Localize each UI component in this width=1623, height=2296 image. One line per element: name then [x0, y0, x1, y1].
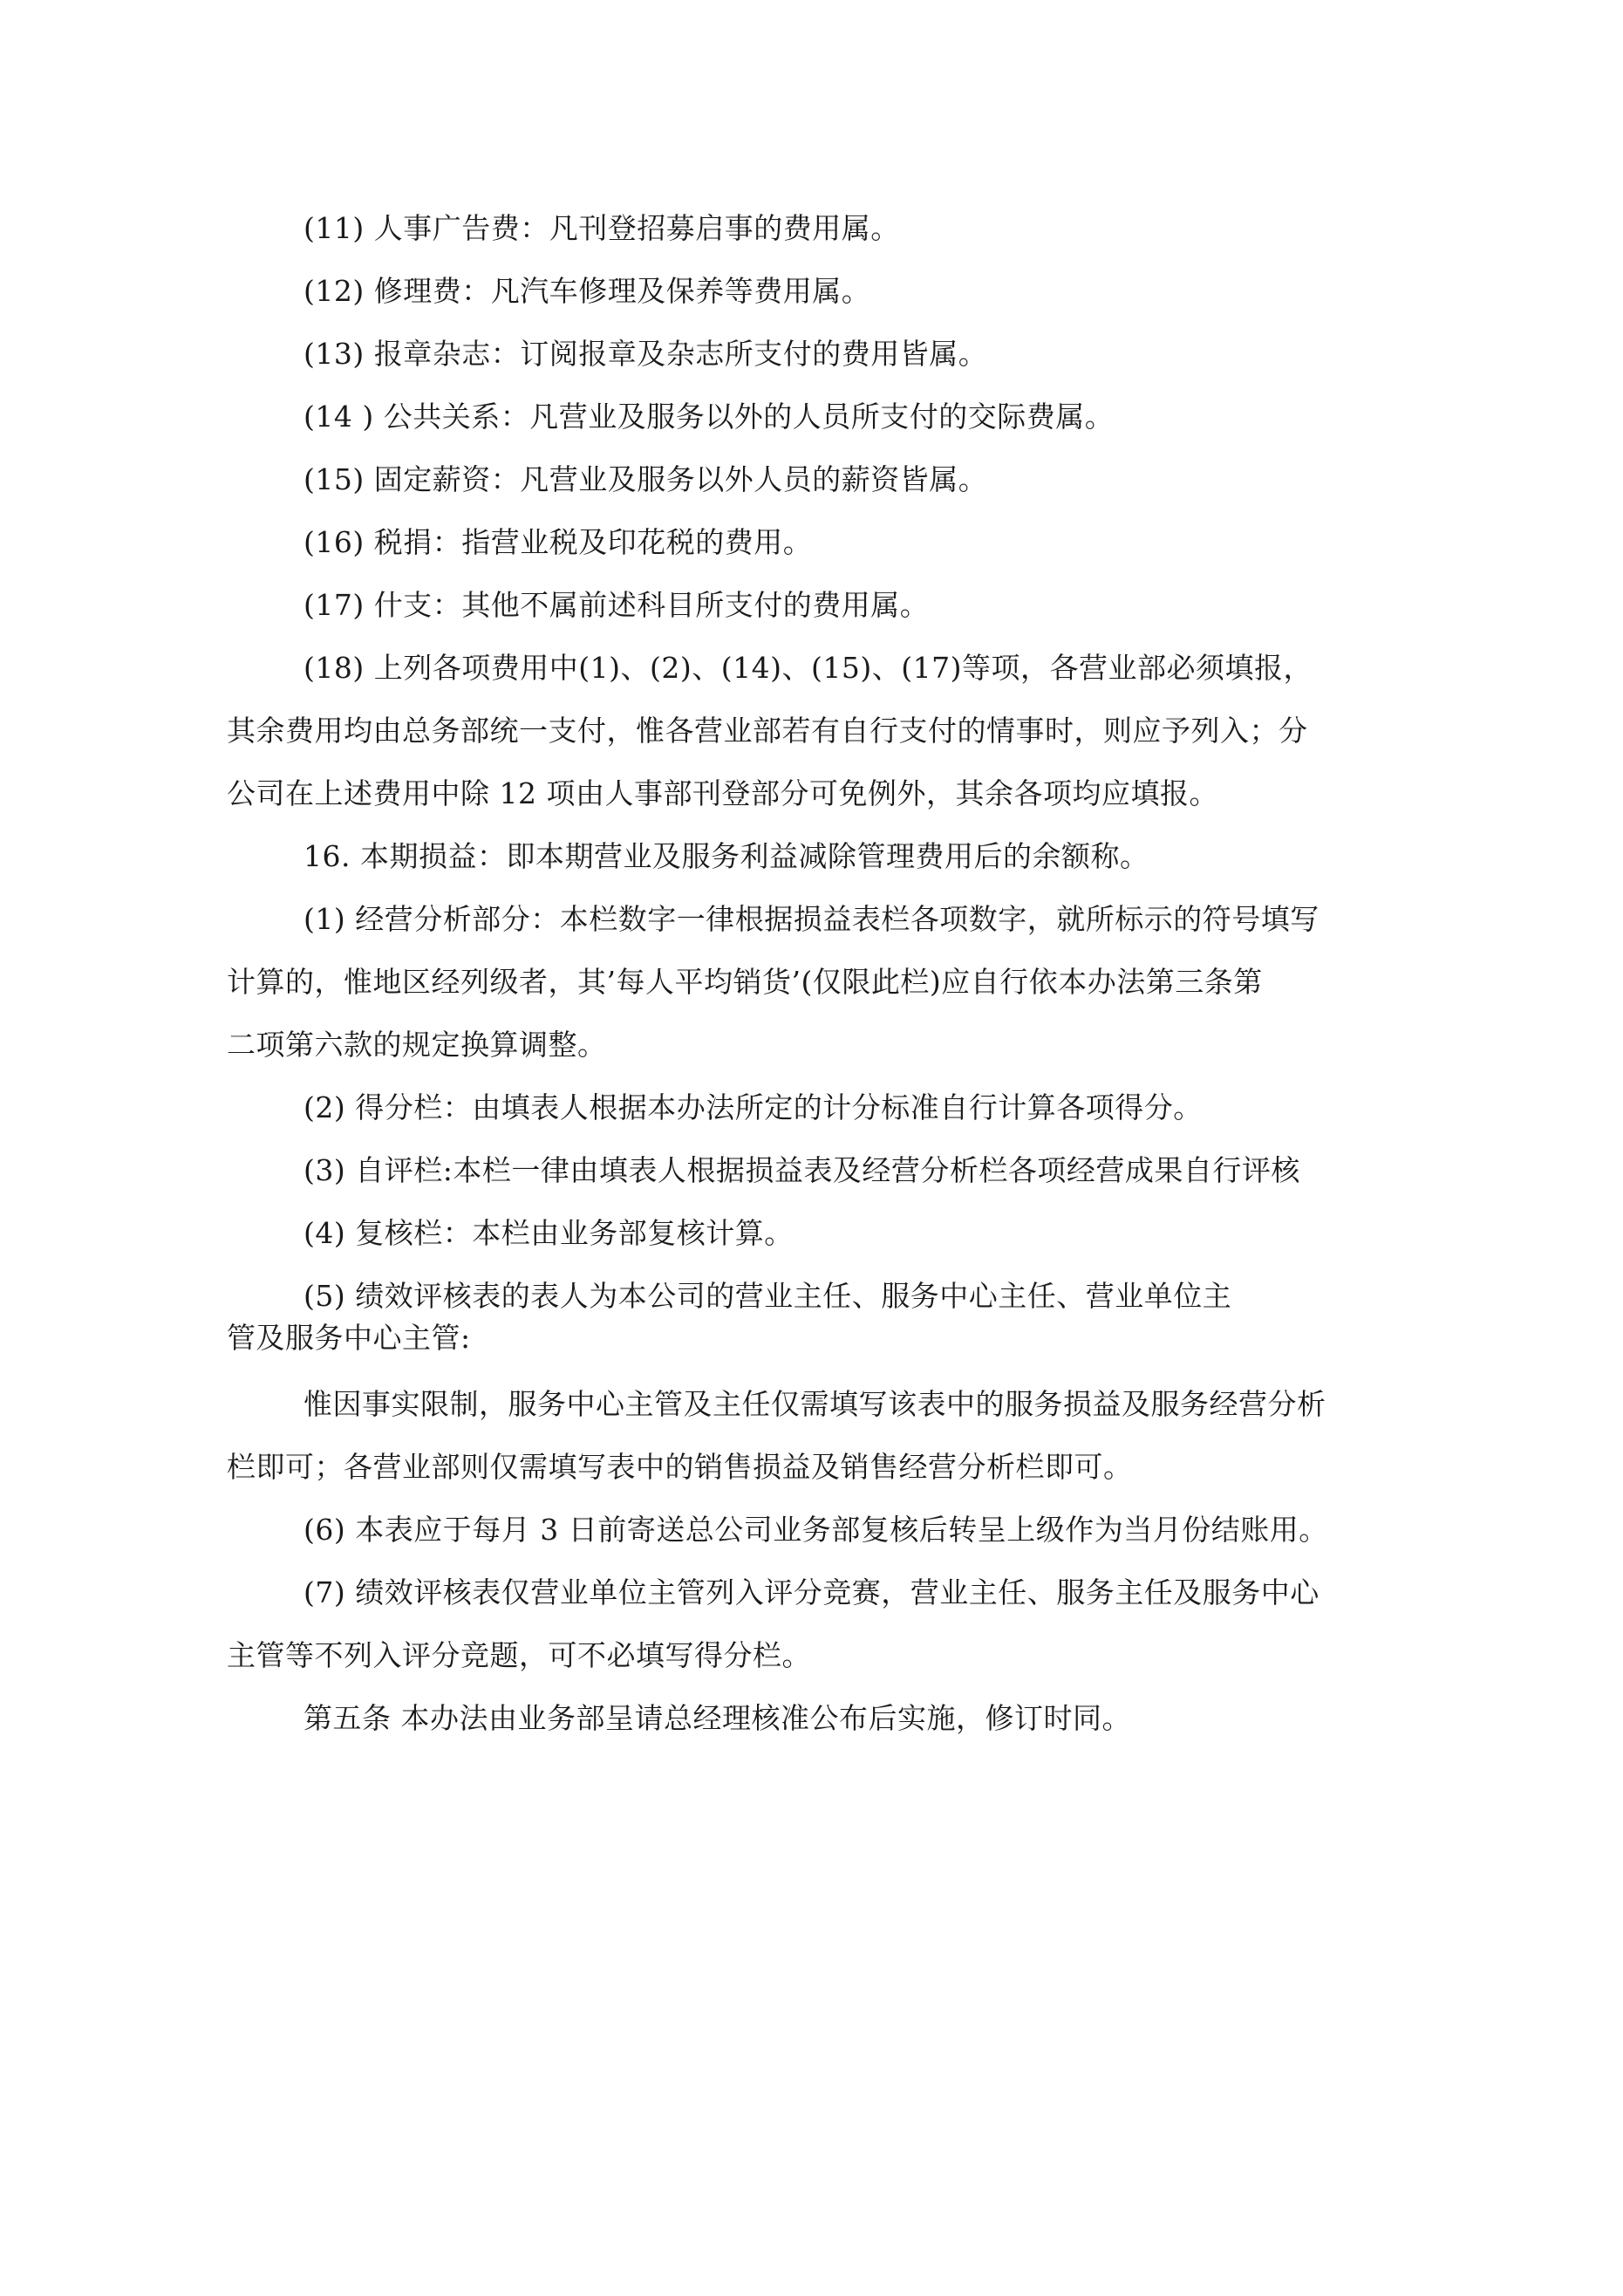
item-17-paragraph: (17) 什支：其他不属前述科目所支付的费用属。 — [303, 588, 930, 622]
sub-item-7-line-2: 主管等不列入评分竞题，可不必填写得分栏。 — [227, 1638, 811, 1672]
item-13-paragraph: (13) 报章杂志：订阅报章及杂志所支付的费用皆属。 — [303, 337, 988, 371]
sub-item-7-paragraph — [227, 1561, 1400, 1687]
section-16-paragraph: 16. 本期损益：即本期营业及服务利益减除管理费用后的余额称。 — [303, 839, 1149, 873]
item-16-paragraph: (16) 税捐：指营业税及印花税的费用。 — [303, 525, 813, 559]
sub-item-1-line-1: (1) 经营分析部分：本栏数字一律根据损益表栏各项数字，就所标示的符号填写 — [303, 902, 1320, 936]
sub-item-3-paragraph: (3) 自评栏:本栏一律由填表人根据损益表及经营分析栏各项经营成果自行评核 — [303, 1153, 1300, 1187]
restriction-line-2: 栏即可；各营业部则仅需填写表中的销售损益及销售经营分析栏即可。 — [227, 1450, 1133, 1484]
item-18-line-1: (18) 上列各项费用中(1)、(2)、(14)、(15)、(17)等项，各营业部必须填报， — [303, 651, 1313, 685]
sub-item-5-paragraph — [227, 1265, 1400, 1357]
item-18-line-3: 公司在上述费用中除 12 项由人事部刊登部分可免例外，其余各项均应填报。 — [227, 776, 1218, 810]
sub-item-2-paragraph: (2) 得分栏：由填表人根据本办法所定的计分标准自行计算各项得分。 — [303, 1090, 1203, 1124]
sub-item-5-line-1: (5) 绩效评核表的表人为本公司的营业主任、服务中心主任、营业单位主 — [303, 1279, 1232, 1313]
sub-item-1-line-3: 二项第六款的规定换算调整。 — [227, 1028, 607, 1062]
restriction-line-1: 惟因事实限制，服务中心主管及主任仅需填写该表中的服务损益及服务经营分析 — [303, 1387, 1326, 1421]
item-12-paragraph: (12) 修理费：凡汽车修理及保养等费用属。 — [303, 274, 871, 308]
sub-item-4-paragraph: (4) 复核栏：本栏由业务部复核计算。 — [303, 1216, 794, 1250]
item-18-paragraph — [227, 637, 1400, 825]
document-body — [227, 197, 1400, 1750]
sub-item-5-line-2: 管及服务中心主管: — [227, 1321, 471, 1355]
article-5-paragraph: 第五条 本办法由业务部呈请总经理核准公布后实施，修订时同。 — [303, 1701, 1131, 1735]
sub-item-7-line-1: (7) 绩效评核表仅营业单位主管列入评分竞赛，营业主任、服务主任及服务中心 — [303, 1575, 1320, 1609]
sub-item-1-line-2: 计算的，惟地区经列级者，其’每人平均销货’(仅限此栏)应自行依本办法第三条第 — [227, 965, 1263, 999]
restriction-paragraph — [227, 1373, 1400, 1499]
item-18-line-2: 其余费用均由总务部统一支付，惟各营业部若有自行支付的情事时，则应予列入；分 — [227, 714, 1308, 748]
item-14-paragraph: (14 ) 公共关系：凡营业及服务以外的人员所支付的交际费属。 — [303, 400, 1115, 434]
item-15-paragraph: (15) 固定薪资：凡营业及服务以外人员的薪资皆属。 — [303, 462, 988, 496]
sub-item-6-paragraph: (6) 本表应于每月 3 日前寄送总公司业务部复核后转呈上级作为当月份结账用。 — [303, 1513, 1328, 1547]
item-11-paragraph: (11) 人事广告费：凡刊登招募启事的费用属。 — [303, 211, 900, 245]
sub-item-1-paragraph — [227, 888, 1400, 1076]
